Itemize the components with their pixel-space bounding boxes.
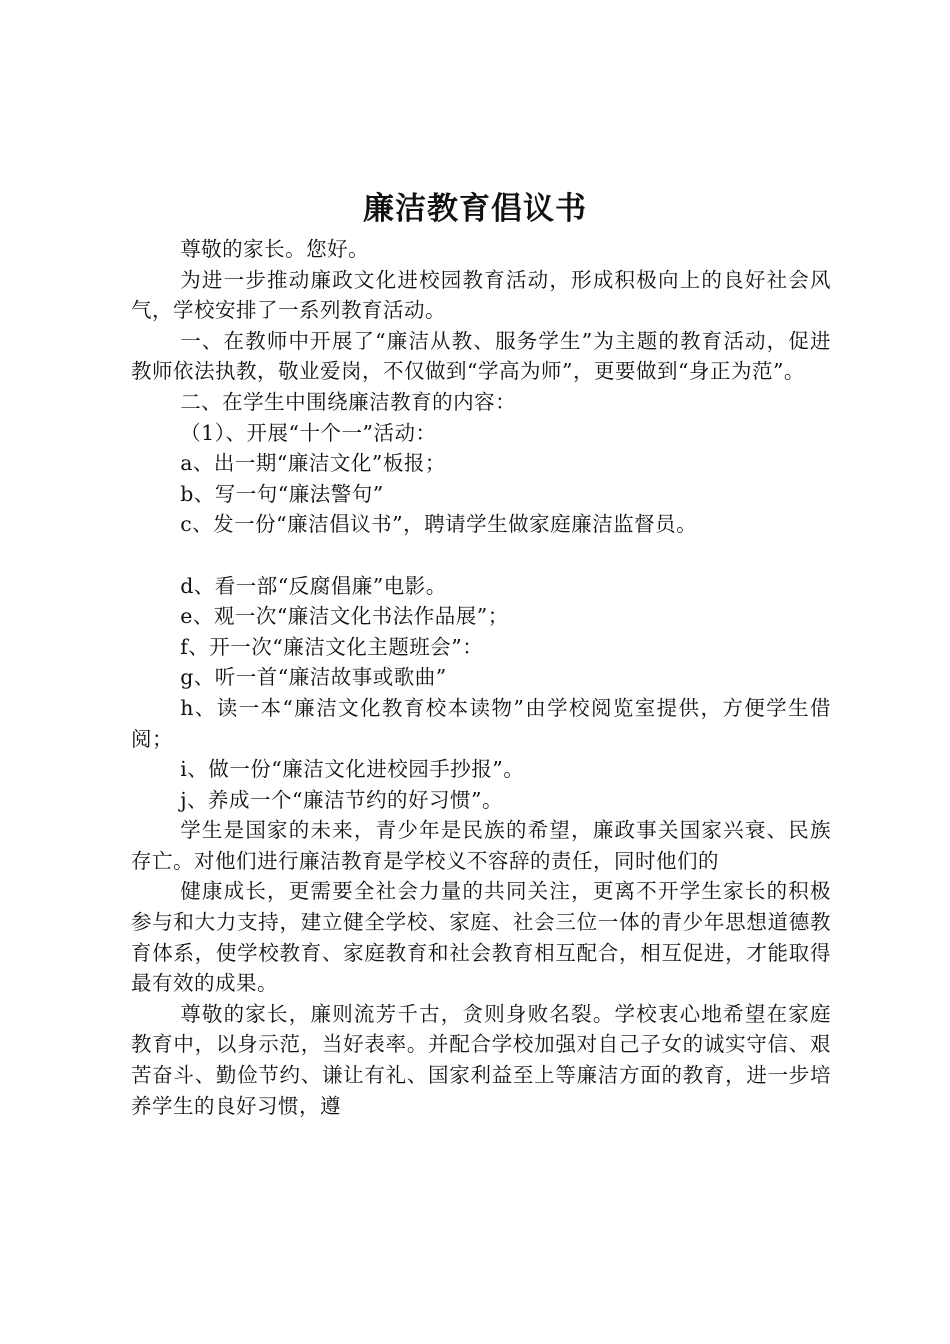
list-item-b: b、写一句“廉法警句” — [180, 481, 384, 506]
paragraph-responsibility: 学生是国家的未来，青少年是民族的希望，廉政事关国家兴衰、民族存亡。对他们进行廉洁教育是学校义不容辞的责任，同时他们的 — [131, 818, 831, 873]
list-item-h: h、读一本“廉洁文化教育校本读物”由学校阅览室提供，方便学生借阅； — [131, 695, 831, 751]
list-item-j: j、养成一个“廉洁节约的好习惯”。 — [180, 787, 504, 812]
blank-line — [131, 540, 831, 571]
document-body — [131, 234, 831, 1121]
paragraph-appeal: 尊敬的家长，廉则流芳千古，贪则身败名裂。学校衷心地希望在家庭教育中，以身示范，当好表率。并配合学校加强对自己子女的诚实守信、艰苦奋斗、勤俭节约、谦让有礼、国家利益至上等廉洁方面的教育，进一步培养学生的良好习惯，遵 — [131, 1001, 831, 1118]
paragraph-intro: 为进一步推动廉政文化进校园教育活动，形成积极向上的良好社会风气，学校安排了一系列教育活动。 — [131, 267, 831, 323]
list-item-f: f、开一次“廉洁文化主题班会”： — [180, 634, 484, 659]
list-item-a: a、出一期“廉洁文化”板报； — [180, 451, 446, 476]
list-item-i: i、做一份“廉洁文化进校园手抄报”。 — [180, 757, 525, 782]
list-item-e: e、观一次“廉洁文化书法作品展”； — [180, 604, 509, 629]
list-item-g: g、听一首“廉洁故事或歌曲” — [180, 665, 447, 690]
list-item-d: d、看一部“反腐倡廉”电影。 — [180, 573, 447, 598]
list-item-c: c、发一份“廉洁倡议书”，聘请学生做家庭廉洁监督员。 — [180, 512, 698, 537]
paragraph-teachers: 一、在教师中开展了“廉洁从教、服务学生”为主题的教育活动，促进教师依法执教，敬业爱岗，不仅做到“学高为师”，更要做到“身正为范”。 — [131, 328, 831, 384]
paragraph-cooperation: 健康成长，更需要全社会力量的共同关注，更离不开学生家长的积极参与和大力支持，建立健全学校、家庭、社会三位一体的青少年思想道德教育体系，使学校教育、家庭教育和社会教育相互配合，相互促进，才能取得最有效的成果。 — [131, 879, 831, 996]
paragraph-activities-heading: （1）、开展“十个一”活动： — [180, 420, 437, 445]
document-title: 廉洁教育倡议书 — [363, 191, 587, 227]
paragraph-students: 二、在学生中围绕廉洁教育的内容： — [180, 389, 517, 414]
paragraph-greeting: 尊敬的家长。您好。 — [180, 237, 370, 261]
